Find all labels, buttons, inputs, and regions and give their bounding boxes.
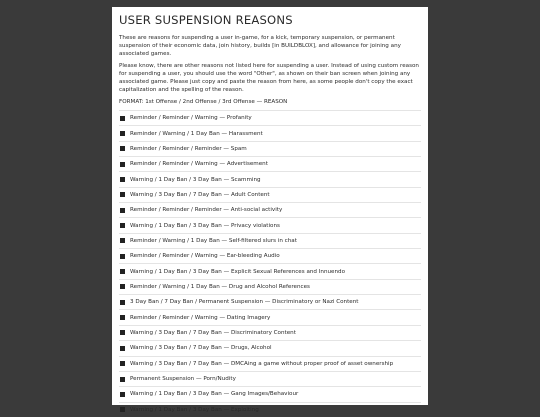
reason-text: Warning / 1 Day Ban / 3 Day Ban — Explicit Sexual References and Innuendo xyxy=(130,268,345,275)
reason-item xyxy=(119,110,421,125)
square-bullet-icon xyxy=(120,346,125,351)
reason-item xyxy=(119,171,421,186)
reason-item xyxy=(119,125,421,140)
square-bullet-icon xyxy=(120,238,125,243)
reason-item xyxy=(119,402,421,417)
square-bullet-icon xyxy=(120,300,125,305)
page-title: USER SUSPENSION REASONS xyxy=(119,13,293,27)
square-bullet-icon xyxy=(120,192,125,197)
reason-item xyxy=(119,156,421,171)
reason-item xyxy=(119,202,421,217)
reason-item xyxy=(119,141,421,156)
reason-text: Reminder / Reminder / Reminder — Anti-social activity xyxy=(130,207,283,214)
reason-text: Reminder / Reminder / Warning — Ear-bleeding Audio xyxy=(130,253,280,260)
format-line: FORMAT: 1st Offense / 2nd Offense / 3rd Offense — REASON xyxy=(119,99,288,105)
reason-text: Warning / 1 Day Ban / 3 Day Ban — Scamming xyxy=(130,176,261,183)
square-bullet-icon xyxy=(120,392,125,397)
square-bullet-icon xyxy=(120,162,125,167)
square-bullet-icon xyxy=(120,116,125,121)
reason-text: Reminder / Reminder / Warning — Advertisement xyxy=(130,161,268,168)
square-bullet-icon xyxy=(120,208,125,213)
reason-text: Reminder / Reminder / Warning — Dating Imagery xyxy=(130,314,271,321)
square-bullet-icon xyxy=(120,146,125,151)
reason-item xyxy=(119,279,421,294)
reason-item xyxy=(119,233,421,248)
square-bullet-icon xyxy=(120,223,125,228)
reason-text: Reminder / Reminder / Warning — Profanity xyxy=(130,115,252,122)
reason-text: Warning / 3 Day Ban / 7 Day Ban — DMCAing a game without proper proof of asset ownership xyxy=(130,360,394,367)
reason-text: 3 Day Ban / 7 Day Ban / Permanent Suspension — Discriminatory or Nazi Content xyxy=(130,299,359,306)
square-bullet-icon xyxy=(120,330,125,335)
reason-text: Reminder / Reminder / Reminder — Spam xyxy=(130,145,247,152)
intro-paragraph: These are reasons for suspending a user in-game, for a kick, temporary suspension, or permanent suspension of their economic data, join history, builds [in BUILDBLOX], and allowance for joining any associated games. xyxy=(119,35,401,57)
square-bullet-icon xyxy=(120,254,125,259)
square-bullet-icon xyxy=(120,131,125,136)
reason-item xyxy=(119,187,421,202)
instructions-paragraph: Please know, there are other reasons not listed here for suspending a user. Instead of using custom reason for suspending a user, you should use the word "Other", as shown on their ban screen when joining any associated game. Please just copy and paste the reason from here, as some people don't copy the exact capitalization and the spelling of the reason. xyxy=(119,63,419,93)
reason-list xyxy=(119,110,421,417)
square-bullet-icon xyxy=(120,361,125,366)
reason-item xyxy=(119,386,421,401)
square-bullet-icon xyxy=(120,177,125,182)
reason-item xyxy=(119,309,421,324)
reason-item xyxy=(119,325,421,340)
reason-item xyxy=(119,248,421,263)
reason-text: Reminder / Warning / 1 Day Ban — Drug and Alcohol References xyxy=(130,283,310,290)
reason-text: Warning / 3 Day Ban / 7 Day Ban — Drugs, Alcohol xyxy=(130,345,272,352)
reason-item xyxy=(119,371,421,386)
square-bullet-icon xyxy=(120,284,125,289)
reason-item xyxy=(119,294,421,309)
square-bullet-icon xyxy=(120,377,125,382)
square-bullet-icon xyxy=(120,407,125,412)
reason-text: Reminder / Warning / 1 Day Ban — Harassment xyxy=(130,130,263,137)
reason-item xyxy=(119,263,421,278)
square-bullet-icon xyxy=(120,315,125,320)
reason-text: Warning / 1 Day Ban / 3 Day Ban — Gang Images/Behaviour xyxy=(130,391,299,398)
reason-text: Permanent Suspension — Porn/Nudity xyxy=(130,376,236,383)
reason-text: Warning / 3 Day Ban / 7 Day Ban — Discriminatory Content xyxy=(130,329,296,336)
content-card xyxy=(112,7,428,413)
reason-item xyxy=(119,340,421,355)
reason-item xyxy=(119,217,421,232)
reason-text: Warning / 1 Day Ban / 3 Day Ban — Privacy violations xyxy=(130,222,280,229)
reason-item xyxy=(119,356,421,371)
reason-text: Warning / 3 Day Ban / 7 Day Ban — Adult Content xyxy=(130,191,270,198)
reason-text: Reminder / Warning / 1 Day Ban — Self-filtered slurs in chat xyxy=(130,237,297,244)
reason-text: Warning / 1 Day Ban / 3 Day Ban — Exploiting xyxy=(130,406,259,413)
square-bullet-icon xyxy=(120,269,125,274)
